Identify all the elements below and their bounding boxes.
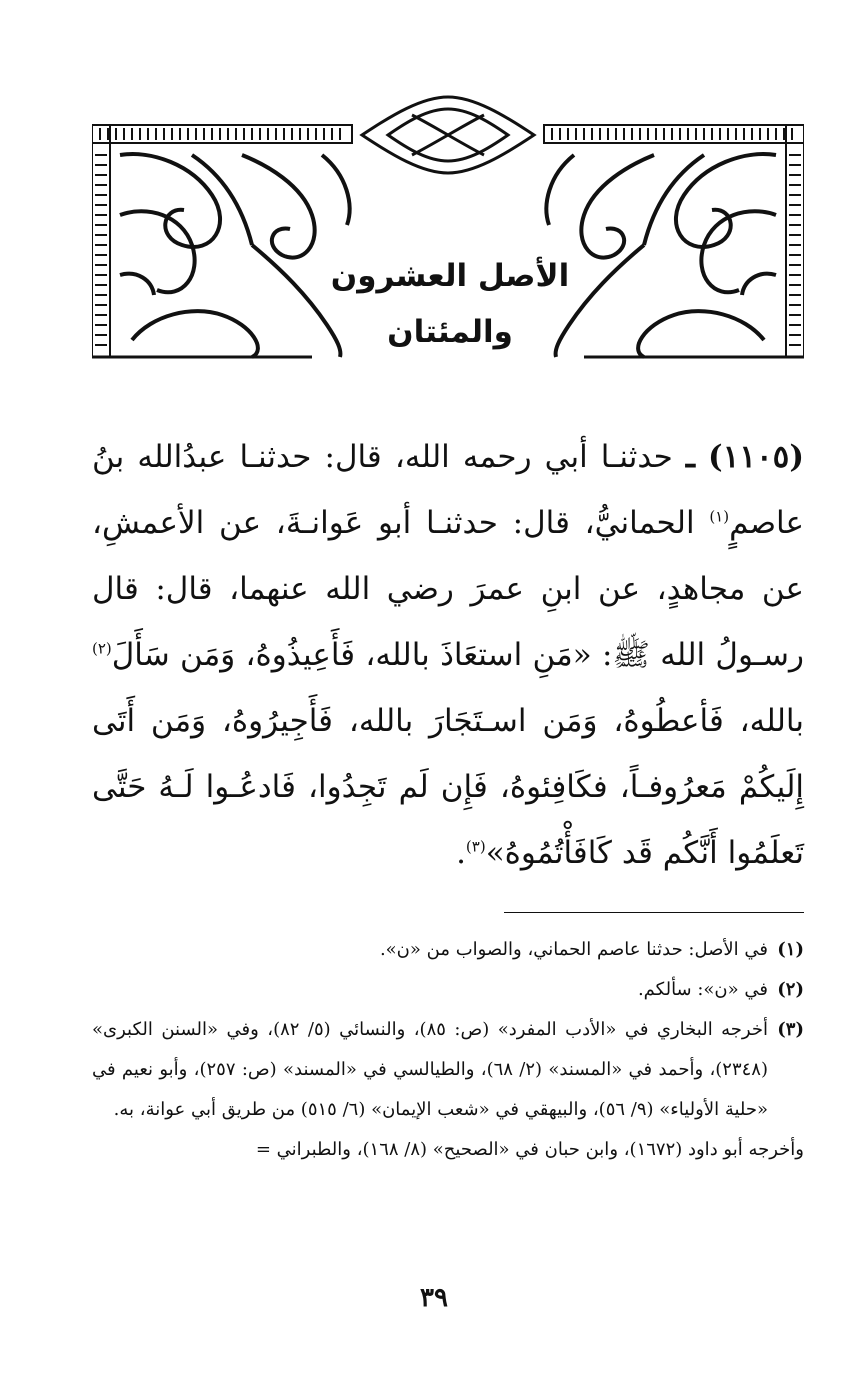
- hadith-line-4a: «مَنِ استعَاذَ بالله، فَأَعِيذُوهُ، وَمَن سَأَلَ: [111, 637, 592, 673]
- page-number: ٣٩: [420, 1283, 448, 1313]
- hadith-number: (١١٠٥): [708, 439, 804, 475]
- footnotes: [92, 930, 804, 1170]
- hadith-line-2a: عاصمٍ: [729, 505, 804, 541]
- hadith-line-5: وَمَن اسـتَجَارَ بالله، فَأَجِيرُوهُ، وَمَن أَتَى إِلَيكُمْ مَعرُوفـاً،: [92, 703, 805, 805]
- hadith-line-6: فكَافِئوهُ، فَإِن لَم تَجِدُوا، فَادعُـوا لَـهُ حَتَّى تَعلَمُوا أَنَّكُم قَد: [92, 769, 804, 871]
- footnote-1: [92, 930, 804, 970]
- hadith-line-1: حدثنـا أبي رحمه الله، قال: حدثنـا عبدُالله بنُ: [92, 439, 673, 475]
- footnote-number: (٢): [777, 979, 804, 1000]
- footnote-3: [92, 1010, 804, 1130]
- hadith-line-7a: كَافَأْتُمُوهُ»: [485, 835, 612, 871]
- hadith-line-4b: بالله، فَأعطُوهُ،: [613, 703, 805, 739]
- footnote-marker-3[interactable]: (٣): [465, 837, 486, 856]
- footnote-continuation: وأخرجه أبو داود (١٦٧٢)، وابن حبان في «الصحيح» (٨/ ١٦٨)، والطبراني =: [255, 1139, 804, 1160]
- footnote-text: أخرجه البخاري في «الأدب المفرد» (ص: ٨٥)، والنسائي (٥/ ٨٢)، وفي «السنن الكبرى» (٢٣٤٨)، وأحمد في «المسند» (٢/ ٦٨)، والطيالسي في «المسند» (ص: ٢٥٧)، وأبو نعيم في «حلية الأولياء» (٩/ ٥٦)، والبيهقي في «شعب الإيمان» (٦/ ٥١٥) من طريق أبي عوانة، به.: [92, 1019, 768, 1120]
- hadith-line-2b: الحمانيُّ، قال: حدثنـا أبو عَوانـةَ، عن الأعمشِ،: [92, 505, 695, 541]
- hadith-text: [92, 424, 804, 886]
- footnote-separator: [504, 912, 804, 913]
- footnote-text: في «ن»: سألكم.: [637, 979, 768, 1000]
- chapter-title: الأصل العشرون والمئتان: [330, 258, 570, 350]
- footnote-2: [92, 970, 804, 1010]
- hadith-dash: ـ: [685, 439, 695, 475]
- footnote-number: (١): [777, 939, 804, 960]
- hadith-line-3: عن مجاهدٍ، عن ابنِ عمرَ رضي الله عنهما، قال: قال رسـولُ الله ﷺ:: [92, 571, 804, 673]
- footnote-marker-2[interactable]: (٢): [92, 639, 112, 658]
- hadith-line-7b: .: [456, 835, 466, 871]
- footnote-number: (٣): [777, 1019, 804, 1040]
- footnote-text: في الأصل: حدثنا عاصم الحماني، والصواب من «ن».: [379, 939, 768, 960]
- footnote-marker-1[interactable]: (١): [709, 507, 730, 526]
